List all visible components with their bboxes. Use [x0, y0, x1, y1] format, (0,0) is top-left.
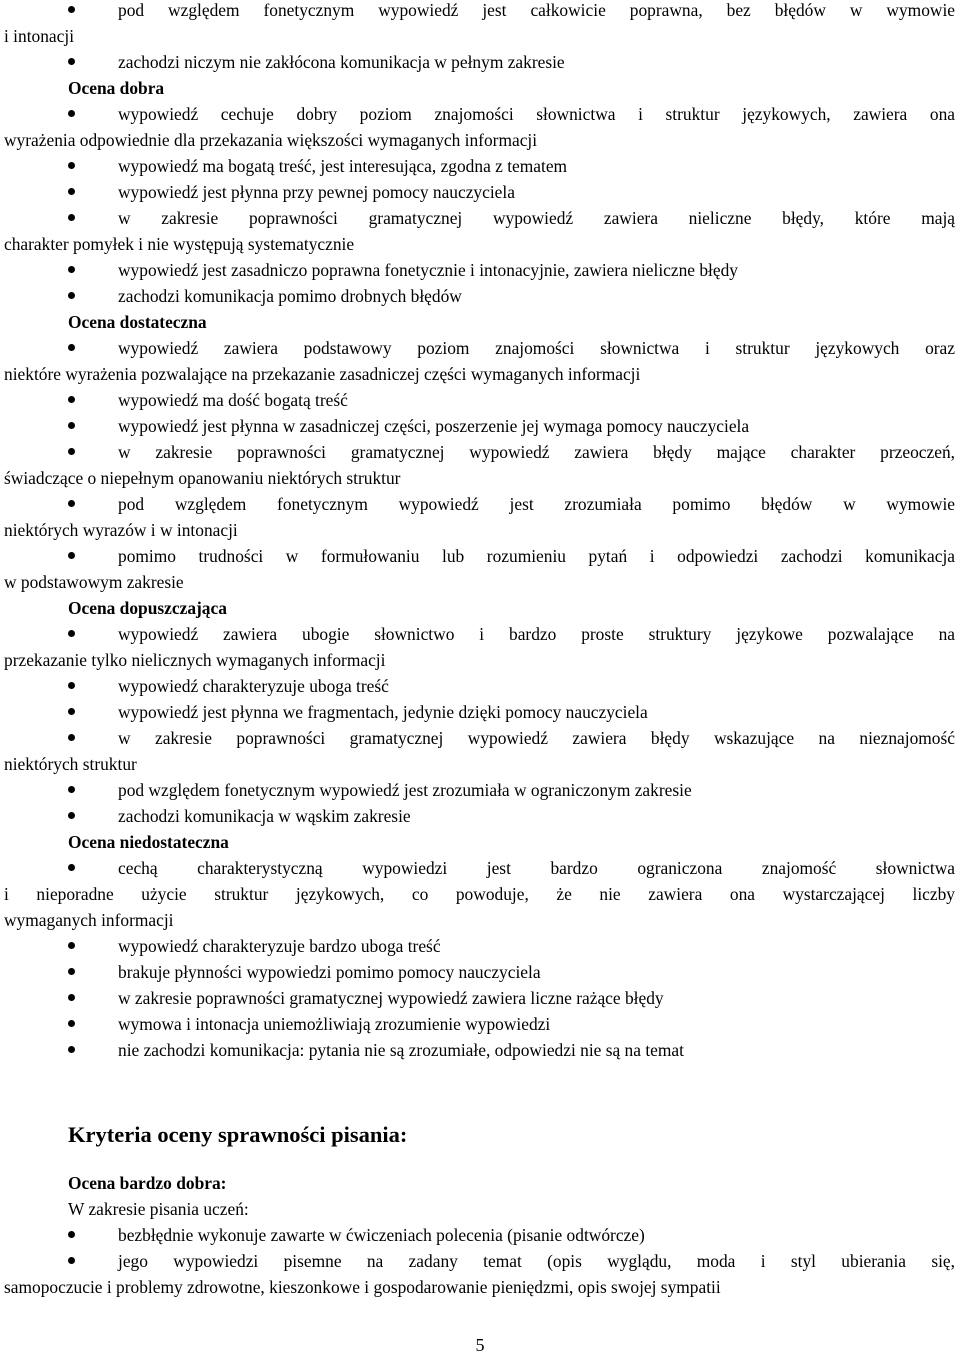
bullet-icon — [68, 864, 75, 871]
grade-heading: Ocena dopuszczająca — [68, 598, 227, 618]
bullet-text: zachodzi komunikacja w wąskim zakresie — [118, 806, 411, 826]
bullet-item — [0, 335, 960, 361]
bullet-icon — [68, 500, 75, 507]
bullet-icon — [68, 994, 75, 1001]
bullet-text: wypowiedź zawiera podstawowy poziom znajomości słownictwa i struktur językowych oraz — [118, 338, 955, 358]
grade-heading: Ocena dobra — [68, 78, 165, 98]
bullet-text: pomimo trudności w formułowaniu lub rozumieniu pytań i odpowiedzi zachodzi komunikacja — [118, 546, 955, 566]
bullet-text: wypowiedź jest płynna w zasadniczej części, poszerzenie jej wymaga pomocy nauczyciela — [118, 416, 750, 436]
bullet-item — [0, 1037, 960, 1063]
bullet-text: bezbłędnie wykonuje zawarte w ćwiczeniach polecenia (pisanie odtwórcze) — [118, 1225, 645, 1245]
bullet-icon — [68, 786, 75, 793]
bullet-item — [0, 439, 960, 465]
bullet-icon — [68, 630, 75, 637]
bullet-icon — [68, 1020, 75, 1027]
bullet-item — [0, 855, 960, 881]
bullet-item — [0, 777, 960, 803]
bullet-item — [0, 725, 960, 751]
bullet-icon — [68, 708, 75, 715]
bullet-item — [0, 1248, 960, 1274]
grade-heading: Ocena niedostateczna — [68, 832, 229, 852]
bullet-text: wypowiedź jest płynna we fragmentach, jedynie dzięki pomocy nauczyciela — [118, 702, 648, 722]
bullet-icon — [68, 214, 75, 221]
bullet-item — [0, 49, 960, 75]
bullet-item — [0, 1222, 960, 1248]
bullet-text: wypowiedź zawiera ubogie słownictwo i bardzo proste struktury językowe pozwalające na — [118, 624, 955, 644]
bullet-text: zachodzi komunikacja pomimo drobnych błędów — [118, 286, 462, 306]
bullet-text: wypowiedź ma dość bogatą treść — [118, 390, 348, 410]
bullet-continuation: i nieporadne użycie struktur językowych, co powoduje, że nie zawiera ona wystarczającej liczby — [4, 884, 955, 904]
bullet-text: w zakresie poprawności gramatycznej wypowiedź zawiera błędy mające charakter przeoczeń, — [118, 442, 955, 462]
bullet-item — [0, 959, 960, 985]
bullet-continuation: niektóre wyrażenia pozwalające na przekazanie zasadniczej części wymaganych informacji — [4, 364, 641, 384]
bullet-item — [0, 413, 960, 439]
bullet-icon — [68, 734, 75, 741]
bullet-icon — [68, 1046, 75, 1053]
bullet-text: brakuje płynności wypowiedzi pomimo pomocy nauczyciela — [118, 962, 541, 982]
bullet-continuation: charakter pomyłek i nie występują systematycznie — [4, 234, 355, 254]
bullet-item — [0, 933, 960, 959]
bullet-icon — [68, 1257, 75, 1264]
bullet-item — [0, 283, 960, 309]
bullet-icon — [68, 552, 75, 559]
bullet-item — [0, 0, 960, 23]
bullet-icon — [68, 396, 75, 403]
bullet-item — [0, 543, 960, 569]
bullet-continuation: i intonacji — [4, 26, 75, 46]
bullet-text: pod względem fonetycznym wypowiedź jest zrozumiała w ograniczonym zakresie — [118, 780, 692, 800]
bullet-text: w zakresie poprawności gramatycznej wypowiedź zawiera liczne rażące błędy — [118, 988, 664, 1008]
bullet-item — [0, 699, 960, 725]
bullet-icon — [68, 448, 75, 455]
bullet-text: pod względem fonetycznym wypowiedź jest zrozumiała pomimo błędów w wymowie — [118, 494, 955, 514]
bullet-item — [0, 985, 960, 1011]
bullet-continuation: wymaganych informacji — [4, 910, 174, 930]
bullet-continuation: w podstawowym zakresie — [4, 572, 184, 592]
bullet-item — [0, 1011, 960, 1037]
bullet-icon — [68, 942, 75, 949]
bullet-item — [0, 673, 960, 699]
bullet-text: wypowiedź ma bogatą treść, jest interesująca, zgodna z tematem — [118, 156, 568, 176]
page-number: 5 — [475, 1335, 485, 1355]
bullet-icon — [68, 6, 75, 13]
bullet-item — [0, 153, 960, 179]
bullet-icon — [68, 58, 75, 65]
bullet-text: wypowiedź charakteryzuje bardzo uboga treść — [118, 936, 441, 956]
bullet-continuation: niektórych wyrazów i w intonacji — [4, 520, 238, 540]
bullet-text: pod względem fonetycznym wypowiedź jest całkowicie poprawna, bez błędów w wymowie — [118, 0, 955, 20]
bullet-text: jego wypowiedzi pisemne na zadany temat (opis wyglądu, moda i styl ubierania się, — [118, 1251, 955, 1271]
bullet-item — [0, 803, 960, 829]
bullet-icon — [68, 682, 75, 689]
bullet-text: w zakresie poprawności gramatycznej wypowiedź zawiera błędy wskazujące na nieznajomość — [118, 728, 955, 748]
bullet-continuation: świadczące o niepełnym opanowaniu niektórych struktur — [4, 468, 401, 488]
bullet-continuation: samopoczucie i problemy zdrowotne, kieszonkowe i gospodarowanie pieniędzmi, opis swojej sympatii — [4, 1277, 721, 1297]
bullet-text: w zakresie poprawności gramatycznej wypowiedź zawiera nieliczne błędy, które mają — [118, 208, 955, 228]
bullet-icon — [68, 162, 75, 169]
bullet-icon — [68, 266, 75, 273]
bullet-text: wymowa i intonacja uniemożliwiają zrozumienie wypowiedzi — [118, 1014, 551, 1034]
bullet-icon — [68, 292, 75, 299]
bullet-item — [0, 205, 960, 231]
bullet-icon — [68, 344, 75, 351]
grade-heading: Ocena bardzo dobra: — [68, 1173, 227, 1193]
bullet-item — [0, 387, 960, 413]
section-title: Kryteria oceny sprawności pisania: — [68, 1122, 408, 1147]
bullet-item — [0, 621, 960, 647]
bullet-text: wypowiedź cechuje dobry poziom znajomości słownictwa i struktur językowych, zawiera ona — [118, 104, 955, 124]
bullet-item — [0, 101, 960, 127]
bullet-icon — [68, 1231, 75, 1238]
bullet-icon — [68, 968, 75, 975]
bullet-text: wypowiedź jest zasadniczo poprawna fonetycznie i intonacyjnie, zawiera nieliczne błędy — [118, 260, 738, 280]
bullet-item — [0, 257, 960, 283]
bullet-text: zachodzi niczym nie zakłócona komunikacja w pełnym zakresie — [118, 52, 565, 72]
bullet-icon — [68, 110, 75, 117]
bullet-text: wypowiedź jest płynna przy pewnej pomocy nauczyciela — [118, 182, 515, 202]
bullet-continuation: wyrażenia odpowiednie dla przekazania większości wymaganych informacji — [4, 130, 538, 150]
intro-text: W zakresie pisania uczeń: — [68, 1199, 249, 1219]
bullet-item — [0, 179, 960, 205]
bullet-continuation: niektórych struktur — [4, 754, 137, 774]
bullet-text: cechą charakterystyczną wypowiedzi jest bardzo ograniczona znajomość słownictwa — [118, 858, 955, 878]
bullet-icon — [68, 422, 75, 429]
bullet-continuation: przekazanie tylko nielicznych wymaganych informacji — [4, 650, 386, 670]
bullet-text: wypowiedź charakteryzuje uboga treść — [118, 676, 389, 696]
grade-heading: Ocena dostateczna — [68, 312, 207, 332]
bullet-text: nie zachodzi komunikacja: pytania nie są zrozumiałe, odpowiedzi nie są na temat — [118, 1040, 684, 1060]
bullet-item — [0, 491, 960, 517]
bullet-icon — [68, 188, 75, 195]
bullet-icon — [68, 812, 75, 819]
